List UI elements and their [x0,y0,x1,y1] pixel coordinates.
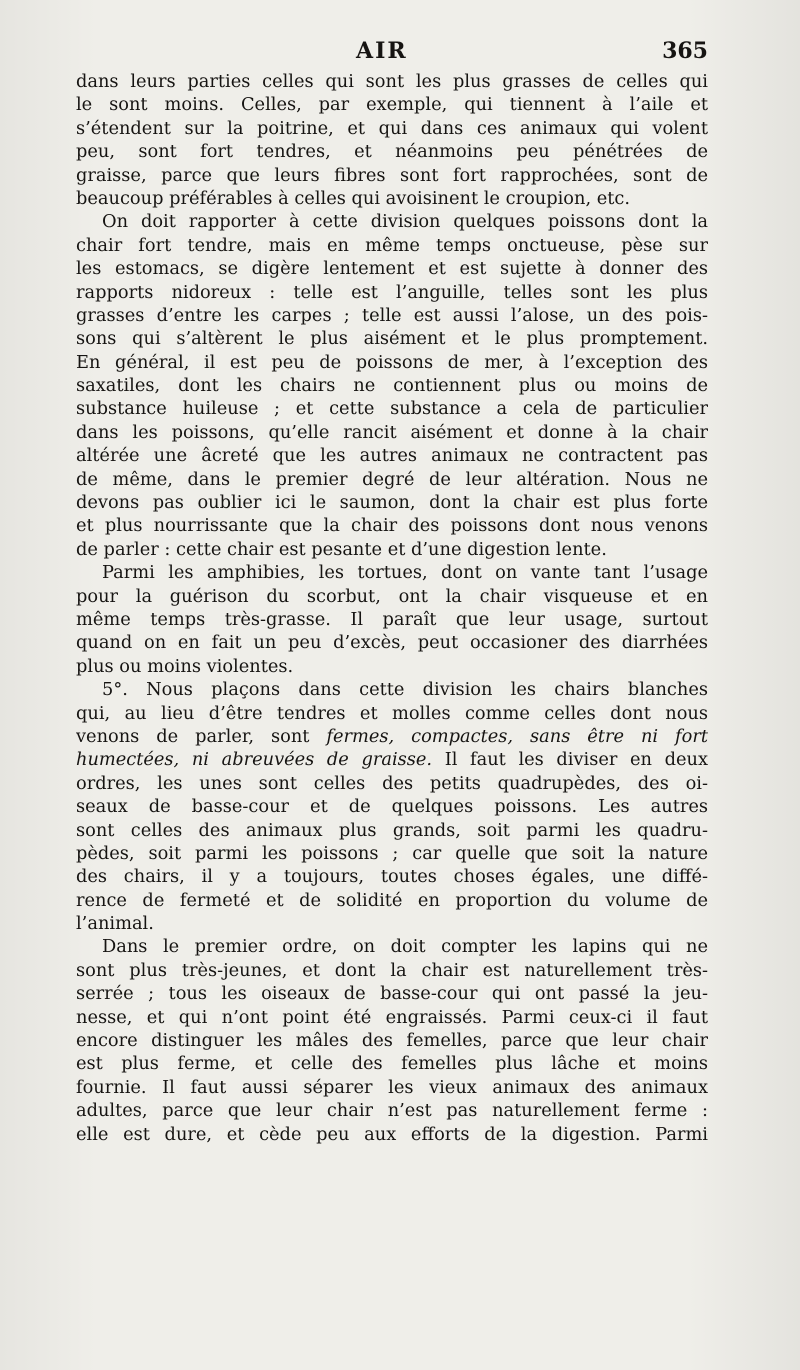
paragraph-start-line: Parmi les amphibies, les tortues, dont on vante tant l’usage [102,562,708,584]
text-line: nesse, et qui n’ont point été engraissés. Parmi ceux-ci il faut [76,1006,708,1028]
text-line: dans les poissons, qu’elle rancit aisément et donne à la chair [76,421,708,443]
text-line: altérée une âcreté que les autres animaux ne contractent pas [76,445,708,467]
text-line: substance huileuse ; et cette substance a cela de particulier [76,398,708,420]
paragraph-start-line: 5°. Nous plaçons dans cette division les chairs blanches [102,679,708,701]
text-line: de même, dans le premier degré de leur altération. Nous ne [76,468,708,490]
text-line: peu, sont fort tendres, et néanmoins peu pénétrées de [76,141,708,163]
text-line: quand on en fait un peu d’excès, peut occasioner des diarrhées [76,632,708,654]
text-line: de parler : cette chair est pesante et d’une digestion lente. [76,538,607,560]
text-line: dans leurs parties celles qui sont les plus grasses de celles qui [76,71,708,92]
text-line: saxatiles, dont les chairs ne contiennent plus ou moins de [76,375,708,397]
text-line: seaux de basse-cour et de quelques poissons. Les autres [76,796,708,818]
paragraph-start-line: Dans le premier ordre, on doit compter les lapins qui ne [102,936,708,958]
body-text [76,70,708,1146]
text-run: Il faut les diviser en deux [432,749,708,771]
text-line: En général, il est peu de poissons de mer, à l’exception des [76,351,708,373]
text-line: adultes, parce que leur chair n’est pas naturellement ferme : [76,1100,708,1122]
text-line: sont plus très-jeunes, et dont la chair est naturellement très- [76,959,708,981]
text-line: devons pas oublier ici le saumon, dont la chair est plus forte [76,492,708,514]
text-line: rence de fermeté et de solidité en proportion du volume de [76,889,708,911]
text-line: est plus ferme, et celle des femelles plus lâche et moins [76,1053,708,1075]
text-line: graisse, parce que leurs fibres sont fort rapprochées, sont de [76,164,708,186]
text-line: grasses d’entre les carpes ; telle est aussi l’alose, un des pois- [76,304,708,326]
text-line: beaucoup préférables à celles qui avoisinent le croupion, etc. [76,187,631,209]
text-line: serrée ; tous les oiseaux de basse-cour qui ont passé la jeu- [76,983,708,1005]
text-line: des chairs, il y a toujours, toutes choses égales, une diffé- [76,866,708,888]
text-line: sont celles des animaux plus grands, soit parmi les quadru- [76,819,708,841]
text-line: sons qui s’altèrent le plus aisément et le plus promptement. [76,328,708,350]
text-line: plus ou moins violentes. [76,655,294,677]
running-head [76,38,708,68]
text-line [76,725,708,748]
text-line: encore distinguer les mâles des femelles, parce que leur chair [76,1030,708,1052]
text-line: pèdes, soit parmi les poissons ; car quelle que soit la nature [76,842,708,864]
text-run: venons de parler, sont [76,725,327,747]
page-number: 365 [662,38,708,64]
running-title: AIR [356,38,408,64]
text-line: elle est dure, et cède peu aux efforts de la digestion. Parmi [76,1123,708,1145]
text-line: pour la guérison du scorbut, ont la chair visqueuse et en [76,585,708,607]
text-line: l’animal. [76,913,154,935]
italic-text-run: fermes, compactes, sans être ni fort [326,725,708,747]
italic-text-run: humectées, ni abreuvées de graisse. [76,749,433,771]
paragraph-start-line: On doit rapporter à cette division quelques poissons dont la [102,211,708,233]
text-line: et plus nourrissante que la chair des poissons dont nous venons [76,515,708,537]
text-line: chair fort tendre, mais en même temps onctueuse, pèse sur [76,234,708,256]
text-line: rapports nidoreux : telle est l’anguille, telles sont les plus [76,281,708,303]
text-line: qui, au lieu d’être tendres et molles comme celles dont nous [76,702,708,724]
text-line [76,748,708,771]
text-line: ordres, les unes sont celles des petits quadrupèdes, des oi- [76,772,708,794]
text-line: fournie. Il faut aussi séparer les vieux animaux des animaux [76,1076,708,1098]
text-line: les estomacs, se digère lentement et est sujette à donner des [76,258,708,280]
text-line: même temps très-grasse. Il paraît que leur usage, surtout [76,608,708,630]
text-line: le sont moins. Celles, par exemple, qui tiennent à l’aile et [76,94,708,116]
text-line: s’étendent sur la poitrine, et qui dans ces animaux qui volent [76,117,708,139]
